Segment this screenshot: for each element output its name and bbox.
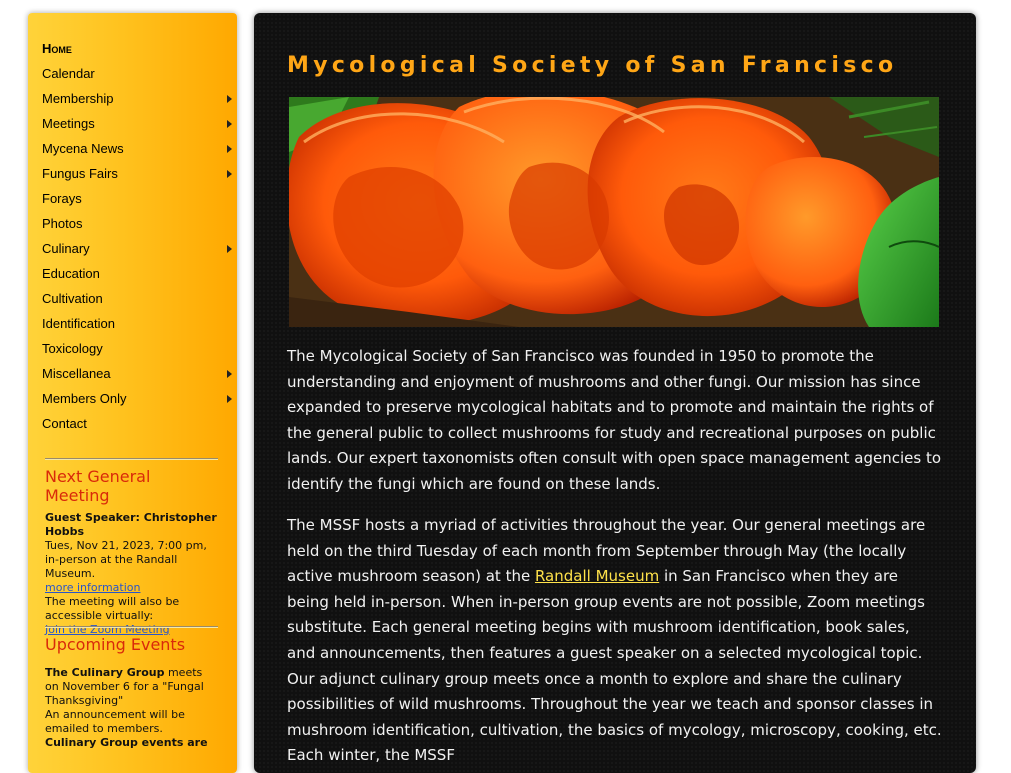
activities-paragraph: The MSSF hosts a myriad of activities throughout the year. Our general meetings are held on the third Tuesday of each month from September through May (the locally active mushroom season) at the Randall Museum in San Francisco when they are being held in-person. When in-person group events are not possible, Zoom meetings substitute. Each general meeting begins with mushroom identification, book sales, and announcements, then features a guest speaker on a selected mycological topic. Our adjunct culinary group meets once a month to explore and share the culinary possibilities of wild mushrooms. Throughout the year we teach and sponsor classes in mushroom identification, cultivation, the basics of mycology, microscopy, cooking, etc. Each winter, the MSSF bbox=[287, 516, 942, 765]
culinary-group-event: The Culinary Group meets on November 6 for a "Fungal Thanksgiving" bbox=[45, 666, 204, 707]
upcoming-events-panel bbox=[45, 626, 218, 750]
sidebar-item-identification[interactable] bbox=[28, 315, 237, 340]
sidebar-item-label: Fungus Fairs bbox=[42, 166, 118, 181]
sidebar-item-mycena-news[interactable] bbox=[28, 140, 237, 165]
sidebar-item-cultivation[interactable] bbox=[28, 290, 237, 315]
sidebar-item-forays[interactable] bbox=[28, 190, 237, 215]
submenu-arrow-icon bbox=[227, 370, 232, 378]
sidebar-item-label: Home bbox=[42, 41, 72, 56]
sidebar-item-label: Calendar bbox=[42, 66, 95, 81]
sidebar-item-label: Cultivation bbox=[42, 291, 103, 306]
main-content bbox=[254, 13, 976, 773]
sidebar-item-culinary[interactable] bbox=[28, 240, 237, 265]
submenu-arrow-icon bbox=[227, 95, 232, 103]
announcement-note: An announcement will be emailed to members. bbox=[45, 708, 185, 735]
upcoming-events-heading: Upcoming Events bbox=[45, 635, 186, 654]
divider bbox=[45, 626, 218, 628]
sidebar bbox=[28, 13, 237, 773]
sidebar-item-label: Identification bbox=[42, 316, 115, 331]
meeting-details: Tues, Nov 21, 2023, 7:00 pm, in-person at the Randall Museum. bbox=[45, 539, 207, 580]
sidebar-item-calendar[interactable] bbox=[28, 65, 237, 90]
sidebar-item-label: Mycena News bbox=[42, 141, 124, 156]
culinary-note: Culinary Group events are bbox=[45, 736, 208, 749]
sidebar-item-label: Contact bbox=[42, 416, 87, 431]
sidebar-nav bbox=[28, 40, 237, 440]
sidebar-item-membership[interactable] bbox=[28, 90, 237, 115]
sidebar-item-label: Miscellanea bbox=[42, 366, 111, 381]
divider bbox=[45, 458, 218, 460]
sidebar-item-home[interactable] bbox=[28, 40, 237, 65]
submenu-arrow-icon bbox=[227, 120, 232, 128]
sidebar-item-label: Forays bbox=[42, 191, 82, 206]
more-information-link[interactable]: more information bbox=[45, 581, 141, 594]
sidebar-item-label: Meetings bbox=[42, 116, 95, 131]
submenu-arrow-icon bbox=[227, 170, 232, 178]
sidebar-item-fungus-fairs[interactable] bbox=[28, 165, 237, 190]
sidebar-item-contact[interactable] bbox=[28, 415, 237, 440]
sidebar-item-members-only[interactable] bbox=[28, 390, 237, 415]
sidebar-item-label: Toxicology bbox=[42, 341, 103, 356]
sidebar-item-label: Education bbox=[42, 266, 100, 281]
sidebar-item-miscellanea[interactable] bbox=[28, 365, 237, 390]
sidebar-item-label: Members Only bbox=[42, 391, 127, 406]
submenu-arrow-icon bbox=[227, 245, 232, 253]
zoom-meeting-link[interactable]: Join the Zoom Meeting bbox=[45, 623, 170, 636]
sidebar-item-label: Photos bbox=[42, 216, 83, 231]
virtual-note: The meeting will also be accessible virtually: bbox=[45, 595, 180, 622]
sidebar-item-education[interactable] bbox=[28, 265, 237, 290]
hero-image bbox=[289, 97, 939, 327]
sidebar-item-label: Membership bbox=[42, 91, 114, 106]
site-title: Mycological Society of San Francisco bbox=[287, 53, 898, 78]
intro-paragraph: The Mycological Society of San Francisco was founded in 1950 to promote the understanding and enjoyment of mushrooms and other fungi. Our mission has since expanded to preserve mycological habitats and to promote and maintain the rights of the general public to collect mushrooms for study and recreational purposes on public lands. Our expert taxonomists often consult with open space management agencies to identify the fungi which are found on these lands. bbox=[287, 347, 942, 493]
next-meeting-heading: Next General Meeting bbox=[45, 467, 151, 505]
sidebar-item-photos[interactable] bbox=[28, 215, 237, 240]
next-meeting-panel bbox=[45, 458, 218, 637]
sidebar-item-toxicology[interactable] bbox=[28, 340, 237, 365]
guest-speaker: Guest Speaker: Christopher Hobbs bbox=[45, 511, 217, 538]
orange-fungus-illustration bbox=[289, 97, 939, 327]
submenu-arrow-icon bbox=[227, 145, 232, 153]
submenu-arrow-icon bbox=[227, 395, 232, 403]
randall-museum-link[interactable]: Randall Museum bbox=[534, 567, 660, 586]
sidebar-item-label: Culinary bbox=[42, 241, 90, 256]
sidebar-item-meetings[interactable] bbox=[28, 115, 237, 140]
